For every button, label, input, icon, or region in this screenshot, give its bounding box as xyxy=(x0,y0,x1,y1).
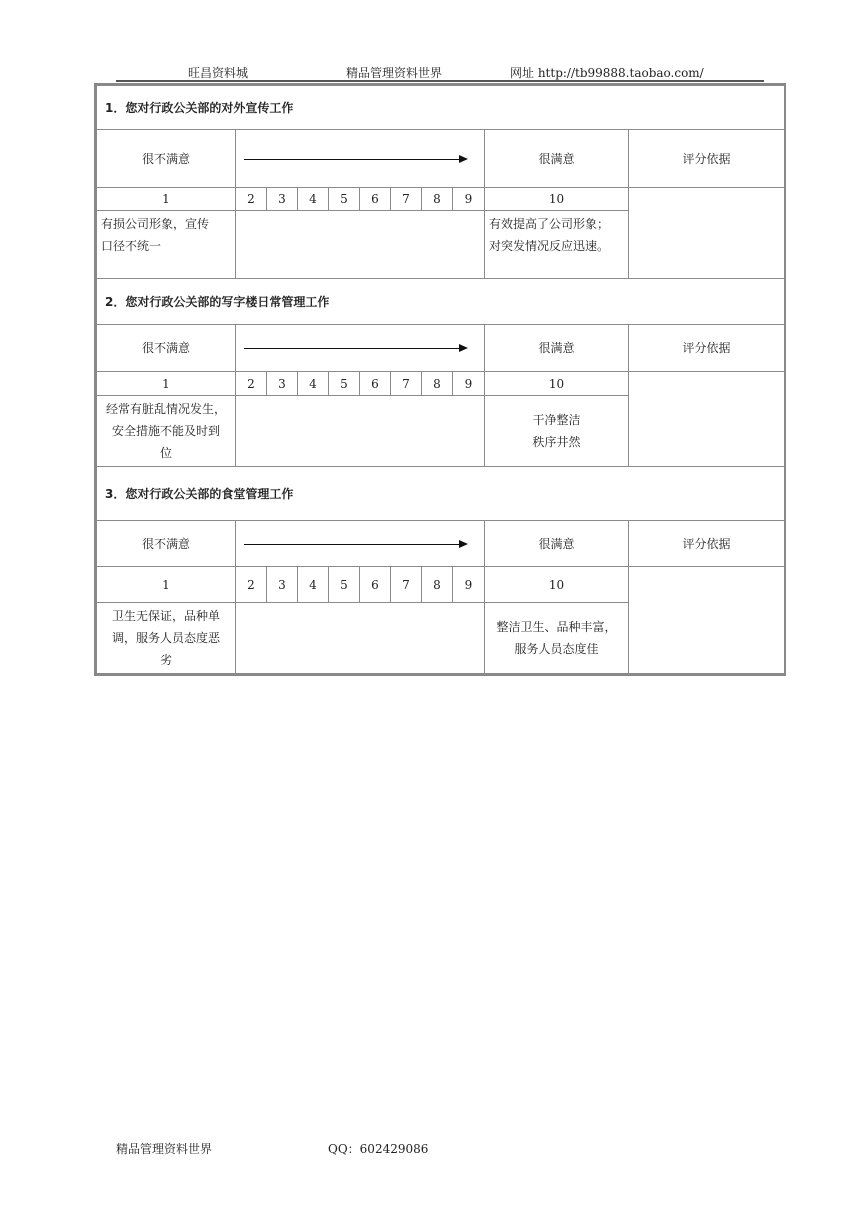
score-cell[interactable]: 7 xyxy=(391,567,422,603)
score-cell[interactable]: 3 xyxy=(267,567,298,603)
section-3-scale-arrow xyxy=(236,521,485,567)
section-1-title: 1．您对行政公关部的对外宣传工作 xyxy=(97,86,785,130)
section-1-high-label: 很满意 xyxy=(485,130,629,188)
arrow-right-icon xyxy=(459,344,468,352)
score-cell[interactable]: 7 xyxy=(391,372,422,396)
header-left-text: 旺昌资料城 xyxy=(188,66,249,80)
score-cell[interactable]: 8 xyxy=(422,188,453,211)
score-cell[interactable]: 3 xyxy=(267,372,298,396)
section-3-title-row xyxy=(97,467,785,521)
score-cell[interactable]: 8 xyxy=(422,567,453,603)
section-1-scale-arrow xyxy=(236,130,485,188)
score-cell[interactable]: 6 xyxy=(360,372,391,396)
section-2-title: 2．您对行政公关部的写字楼日常管理工作 xyxy=(97,279,785,325)
arrow-right-icon xyxy=(459,540,468,548)
section-1-basis-input[interactable] xyxy=(629,188,785,279)
section-1-high-desc: 有效提高了公司形象； 对突发情况反应迅速。 xyxy=(485,211,629,279)
section-2-basis-label: 评分依据 xyxy=(629,325,785,372)
section-2-high-label: 很满意 xyxy=(485,325,629,372)
score-cell[interactable]: 10 xyxy=(485,567,629,603)
section-2-basis-input[interactable] xyxy=(629,372,785,467)
section-3-low-label: 很不满意 xyxy=(97,521,236,567)
score-cell[interactable]: 5 xyxy=(329,372,360,396)
score-cell[interactable]: 4 xyxy=(298,372,329,396)
score-cell[interactable]: 8 xyxy=(422,372,453,396)
section-3-title: 3．您对行政公关部的食堂管理工作 xyxy=(97,467,785,521)
arrow-right-icon xyxy=(459,155,468,163)
section-2-high-desc: 干净整洁 秩序井然 xyxy=(485,396,629,467)
footer-left-text: 精品管理资料世界 xyxy=(116,1142,213,1156)
score-cell[interactable]: 9 xyxy=(453,188,485,211)
score-cell[interactable]: 4 xyxy=(298,567,329,603)
section-3-label-row xyxy=(97,521,785,567)
score-cell[interactable]: 3 xyxy=(267,188,298,211)
score-cell[interactable]: 6 xyxy=(360,567,391,603)
score-cell[interactable]: 1 xyxy=(97,372,236,396)
header-center-text: 精品管理资料世界 xyxy=(346,66,443,80)
section-1-middle-blank xyxy=(236,211,485,279)
footer-qq-text: QQ：602429086 xyxy=(328,1142,429,1156)
score-cell[interactable]: 6 xyxy=(360,188,391,211)
section-3-high-desc: 整洁卫生、品种丰富， 服务人员态度佳 xyxy=(485,603,629,674)
score-cell[interactable]: 5 xyxy=(329,188,360,211)
section-2-title-row xyxy=(97,279,785,325)
score-cell[interactable]: 1 xyxy=(97,567,236,603)
score-cell[interactable]: 4 xyxy=(298,188,329,211)
section-2-label-row xyxy=(97,325,785,372)
score-cell[interactable]: 9 xyxy=(453,567,485,603)
section-1-label-row xyxy=(97,130,785,188)
score-cell[interactable]: 10 xyxy=(485,372,629,396)
section-1-low-label: 很不满意 xyxy=(97,130,236,188)
page-header xyxy=(116,62,764,80)
section-2-low-label: 很不满意 xyxy=(97,325,236,372)
section-3-high-label: 很满意 xyxy=(485,521,629,567)
evaluation-table xyxy=(96,85,785,674)
score-cell[interactable]: 7 xyxy=(391,188,422,211)
section-3-low-desc: 卫生无保证，品种单 调，服务人员态度恶 劣 xyxy=(97,603,236,674)
section-3-basis-input[interactable] xyxy=(629,567,785,674)
section-3-middle-blank xyxy=(236,603,485,674)
section-3-scale-row xyxy=(97,567,785,603)
score-cell[interactable]: 2 xyxy=(236,188,267,211)
score-cell[interactable]: 10 xyxy=(485,188,629,211)
evaluation-form xyxy=(94,83,786,676)
section-2-middle-blank xyxy=(236,396,485,467)
section-2-scale-row xyxy=(97,372,785,396)
score-cell[interactable]: 9 xyxy=(453,372,485,396)
header-url-text: 网址 http://tb99888.taobao.com/ xyxy=(510,66,704,80)
section-1-title-row xyxy=(97,86,785,130)
score-cell[interactable]: 2 xyxy=(236,372,267,396)
section-1-scale-row xyxy=(97,188,785,211)
score-cell[interactable]: 5 xyxy=(329,567,360,603)
section-2-scale-arrow xyxy=(236,325,485,372)
score-cell[interactable]: 2 xyxy=(236,567,267,603)
section-1-basis-label: 评分依据 xyxy=(629,130,785,188)
score-cell[interactable]: 1 xyxy=(97,188,236,211)
section-3-basis-label: 评分依据 xyxy=(629,521,785,567)
header-divider xyxy=(116,80,764,82)
section-2-low-desc: 经常有脏乱情况发生， 安全措施不能及时到 位 xyxy=(97,396,236,467)
section-1-low-desc: 有损公司形象，宣传 口径不统一 xyxy=(97,211,236,279)
